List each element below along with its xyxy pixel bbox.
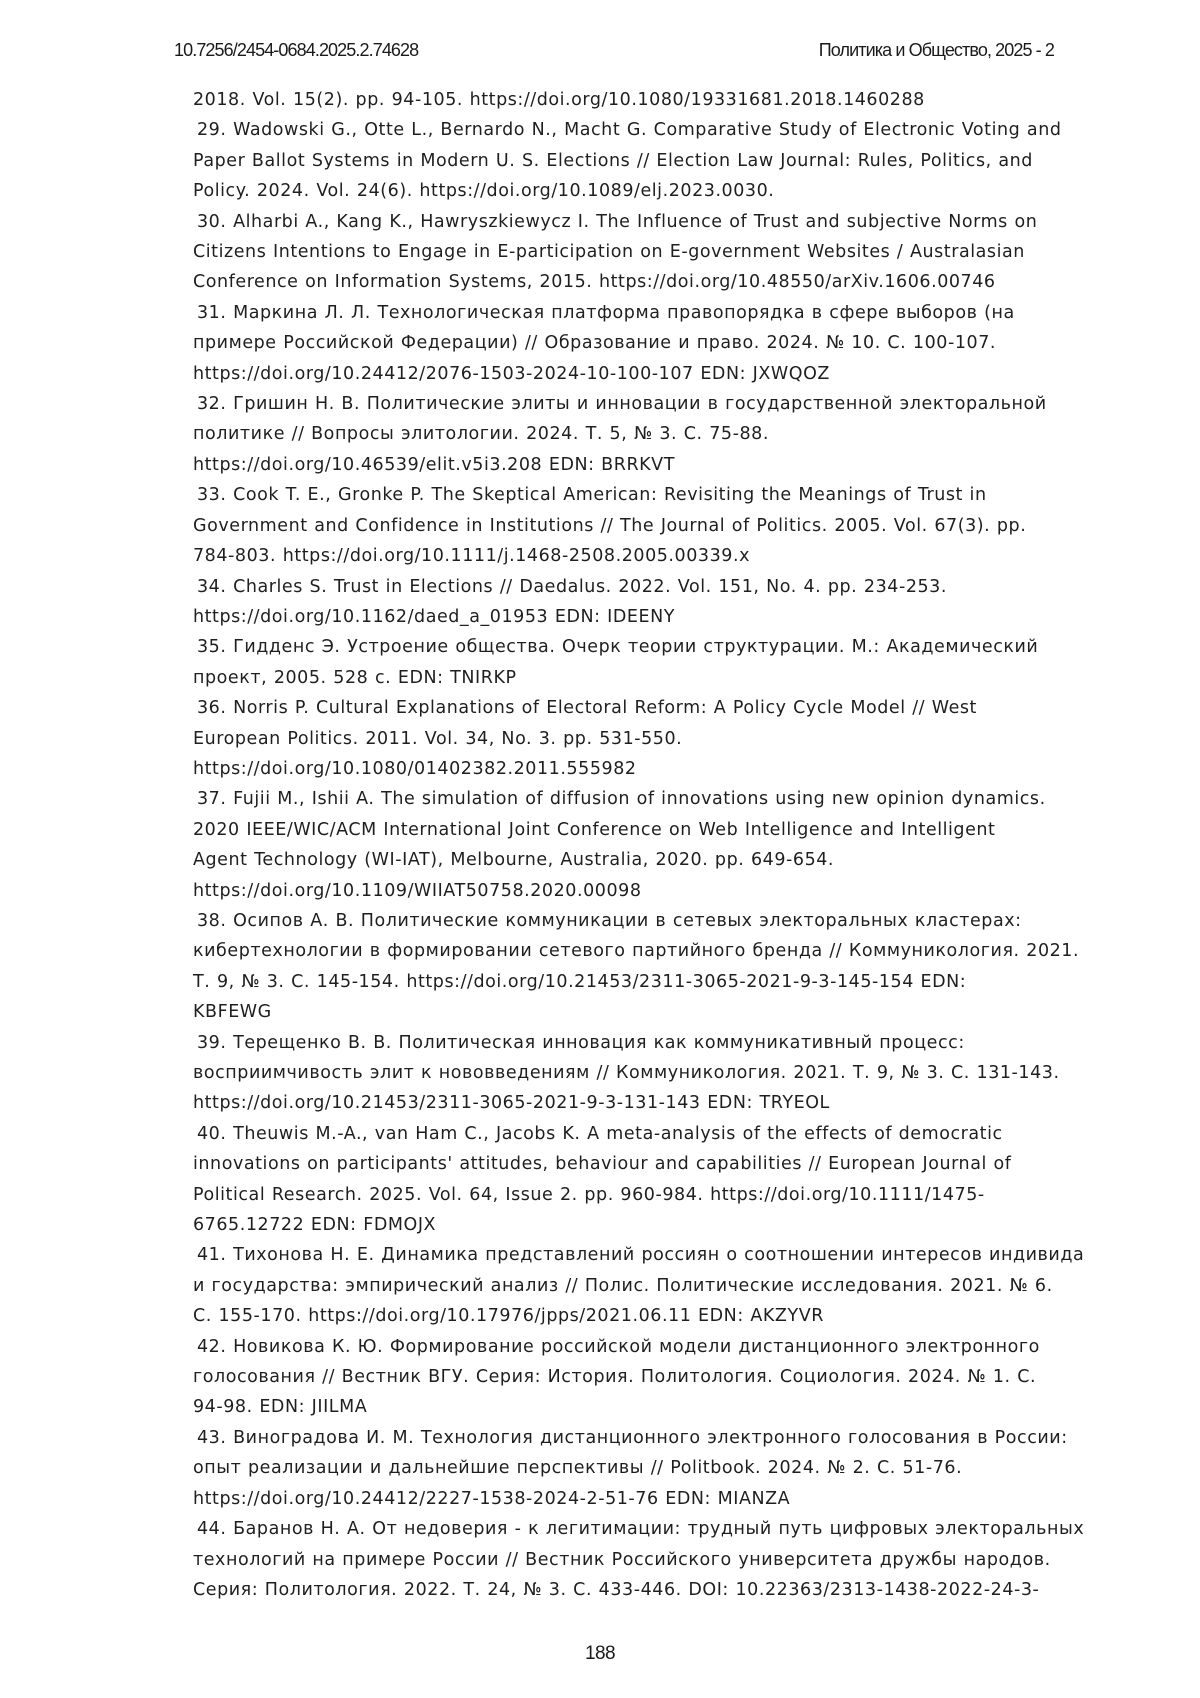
reference-line: 6765.12722 EDN: FDMOJX [193,1215,437,1236]
reference-line: Conference on Information Systems, 2015. https://doi.org/10.48550/arXiv.1606.00746 [193,272,996,293]
reference-item-start-line: 35. Гидденс Э. Устроение общества. Очерк теории структурации. М.: Академический [197,637,1039,658]
reference-line: и государства: эмпирический анализ // Полис. Политические исследования. 2021. № 6. [193,1275,1053,1296]
reference-item-start-line: 40. Theuwis M.-A., van Ham C., Jacobs K. A meta-analysis of the effects of democratic [197,1123,1003,1144]
reference-line: 94-98. EDN: JIILMA [193,1397,368,1418]
reference-line: https://doi.org/10.21453/2311-3065-2021-9-3-131-143 EDN: TRYEOL [193,1093,830,1114]
reference-line: https://doi.org/10.46539/elit.v5i3.208 EDN: BRRKVT [193,454,675,475]
reference-list [193,85,1133,1605]
reference-item-start-line: 30. Alharbi A., Kang K., Hawryszkiewycz I. The Influence of Trust and subjective Norms on [197,211,1038,232]
reference-line: проект, 2005. 528 с. EDN: TNIRKP [193,667,517,688]
reference-line: https://doi.org/10.24412/2227-1538-2024-2-51-76 EDN: MIANZA [193,1488,791,1509]
article-doi: 10.7256/2454-0684.2025.2.74628 [174,39,419,60]
reference-item-start-line: 43. Виноградова И. М. Технология дистанционного электронного голосования в России: [197,1427,1068,1448]
reference-line: голосования // Вестник ВГУ. Серия: История. Политология. Социология. 2024. № 1. С. [193,1367,1037,1388]
reference-item-start-line: 39. Терещенко В. В. Политическая инновация как коммуникативный процесс: [197,1032,965,1053]
reference-line: Political Research. 2025. Vol. 64, Issue 2. pp. 960-984. https://doi.org/10.1111/1475- [193,1184,985,1205]
reference-item-start-line: 34. Charles S. Trust in Elections // Daedalus. 2022. Vol. 151, No. 4. pp. 234-253. [197,576,947,597]
page-header [174,36,1054,64]
reference-line: 784-803. https://doi.org/10.1111/j.1468-2508.2005.00339.x [193,546,750,567]
reference-item-start-line: 37. Fujii M., Ishii A. The simulation of diffusion of innovations using new opinion dynamics. [197,789,1046,810]
reference-line: https://doi.org/10.24412/2076-1503-2024-10-100-107 EDN: JXWQOZ [193,363,830,384]
reference-line: KBFEWG [193,1002,272,1023]
reference-item-start-line: 31. Маркина Л. Л. Технологическая платформа правопорядка в сфере выборов (на [197,302,1015,323]
reference-line: примере Российской Федерации) // Образование и право. 2024. № 10. С. 100-107. [193,333,996,354]
reference-line: технологий на примере России // Вестник Российского университета дружбы народов. [193,1549,1051,1570]
reference-line: С. 155-170. https://doi.org/10.17976/jpps/2021.06.11 EDN: AKZYVR [193,1306,824,1327]
reference-line: Paper Ballot Systems in Modern U. S. Elections // Election Law Journal: Rules, Politics, and [193,150,1033,171]
reference-line: Policy. 2024. Vol. 24(6). https://doi.org/10.1089/elj.2023.0030. [193,181,775,202]
reference-line: политике // Вопросы элитологии. 2024. Т. 5, № 3. С. 75-88. [193,424,769,445]
reference-item-start-line: 42. Новикова К. Ю. Формирование российской модели дистанционного электронного [197,1336,1040,1357]
reference-item-start-line: 29. Wadowski G., Otte L., Bernardo N., Macht G. Comparative Study of Electronic Voting and [197,120,1062,141]
reference-line: https://doi.org/10.1080/01402382.2011.555982 [193,758,637,779]
reference-line: https://doi.org/10.1162/daed_a_01953 EDN: IDEENY [193,606,676,627]
reference-line: 2020 IEEE/WIC/ACM International Joint Conference on Web Intelligence and Intelligent [193,819,996,840]
reference-line: кибертехнологии в формировании сетевого партийного бренда // Коммуникология. 2021. [193,941,1080,962]
reference-line: Т. 9, № 3. С. 145-154. https://doi.org/10.21453/2311-3065-2021-9-3-145-154 EDN: [193,971,967,992]
reference-line: innovations on participants' attitudes, behaviour and capabilities // European Journal of [193,1154,1012,1175]
reference-line: https://doi.org/10.1109/WIIAT50758.2020.00098 [193,880,642,901]
reference-item-start-line: 41. Тихонова Н. Е. Динамика представлений россиян о соотношении интересов индивида [197,1245,1085,1266]
reference-line: опыт реализации и дальнейшие перспективы // Politbook. 2024. № 2. С. 51-76. [193,1458,963,1479]
reference-item-start-line: 36. Norris P. Cultural Explanations of Electoral Reform: A Policy Cycle Model // West [197,698,977,719]
reference-item-start-line: 38. Осипов А. В. Политические коммуникации в сетевых электоральных кластерах: [197,910,1022,931]
reference-line: Citizens Intentions to Engage in E-participation on E-government Websites / Australasian [193,242,1025,263]
reference-line: 2018. Vol. 15(2). pp. 94-105. https://doi.org/10.1080/19331681.2018.1460288 [193,90,925,110]
page-number: 188 [585,1643,615,1664]
reference-line: Серия: Политология. 2022. Т. 24, № 3. С. 433-446. DOI: 10.22363/2313-1438-2022-24-3- [193,1579,1040,1600]
reference-item-start-line: 32. Гришин Н. В. Политические элиты и инновации в государственной электоральной [197,394,1047,415]
journal-issue: Политика и Общество, 2025 - 2 [818,39,1054,60]
reference-line: European Politics. 2011. Vol. 34, No. 3. pp. 531-550. [193,728,683,749]
reference-item-start-line: 33. Cook T. E., Gronke P. The Skeptical American: Revisiting the Meanings of Trust in [197,485,987,506]
reference-item-start-line: 44. Баранов Н. А. От недоверия - к легитимации: трудный путь цифровых электоральных [197,1519,1085,1540]
reference-line: Government and Confidence in Institutions // The Journal of Politics. 2005. Vol. 67(3). pp. [193,515,1027,536]
reference-line: Agent Technology (WI-IAT), Melbourne, Australia, 2020. pp. 649-654. [193,850,835,871]
reference-line: восприимчивость элит к нововведениям // Коммуникология. 2021. Т. 9, № 3. С. 131-143. [193,1063,1060,1083]
